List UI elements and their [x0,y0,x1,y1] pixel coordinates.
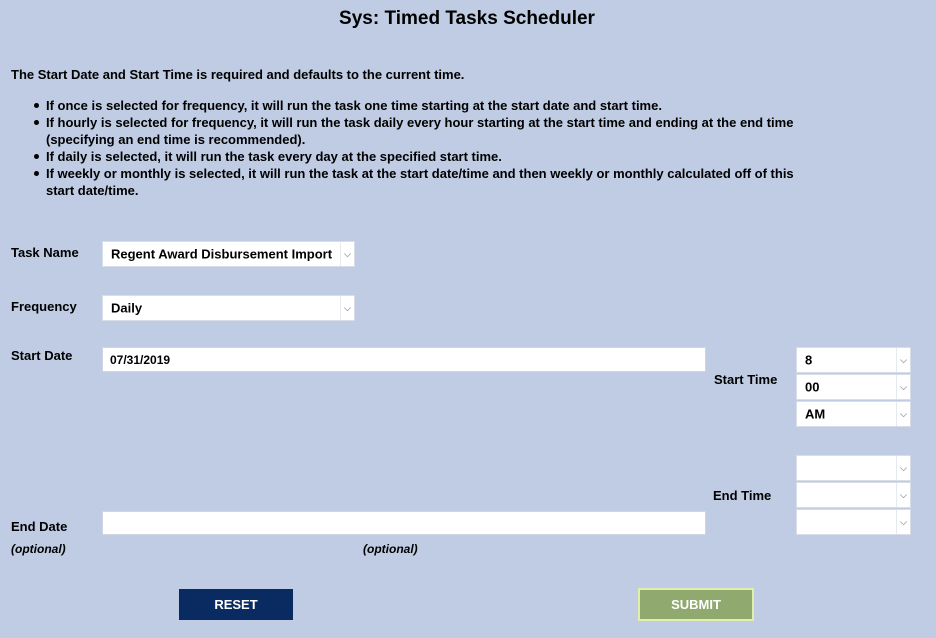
chevron-down-icon: ⌵ [340,242,354,266]
chevron-down-icon: ⌵ [896,375,910,399]
end-minute-select[interactable] [796,482,911,508]
start-minute-value: 00 [805,379,820,395]
start-ampm-select[interactable] [796,401,911,427]
chevron-down-icon: ⌵ [896,456,910,480]
reset-button[interactable]: RESET [179,589,293,620]
chevron-down-icon: ⌵ [896,483,910,507]
frequency-select[interactable] [102,295,355,321]
chevron-down-icon: ⌵ [340,296,354,320]
start-time-label: Start Time [714,372,778,387]
instruction-weekly-monthly: If weekly or monthly is selected, it will run the task at the start date/time and then weekly or monthly calculated off of this start date/time. [46,165,806,199]
submit-button[interactable]: SUBMIT [638,588,754,621]
start-hour-select[interactable] [796,347,911,373]
end-date-field-optional-note: (optional) [363,542,418,556]
chevron-down-icon: ⌵ [896,348,910,372]
task-name-select[interactable] [102,241,355,267]
end-hour-select[interactable] [796,455,911,481]
end-date-field[interactable] [102,511,706,535]
start-date-field[interactable] [102,347,706,372]
instruction-once: If once is selected for frequency, it will run the task one time starting at the start date and start time. [46,97,806,114]
instruction-hourly: If hourly is selected for frequency, it will run the task daily every hour starting at the start time and ending at the end time (specifying an end time is recommended). [46,114,806,148]
start-hour-value: 8 [805,352,813,368]
frequency-value: Daily [111,300,143,316]
start-ampm-value: AM [805,406,826,422]
end-date-optional-note: (optional) [11,542,66,556]
chevron-down-icon: ⌵ [896,510,910,534]
frequency-label: Frequency [11,299,77,314]
end-time-label: End Time [713,488,772,503]
instructions-list [46,97,806,199]
intro-text: The Start Date and Start Time is required and defaults to the current time. [11,67,465,82]
end-date-label: End Date [11,519,68,534]
task-name-value: Regent Award Disbursement Import [111,246,333,262]
instruction-daily: If daily is selected, it will run the task every day at the specified start time. [46,148,806,165]
page-title: Sys: Timed Tasks Scheduler [339,8,595,29]
task-name-label: Task Name [11,245,79,260]
start-minute-select[interactable] [796,374,911,400]
start-date-label: Start Date [11,348,73,363]
end-ampm-select[interactable] [796,509,911,535]
chevron-down-icon: ⌵ [896,402,910,426]
